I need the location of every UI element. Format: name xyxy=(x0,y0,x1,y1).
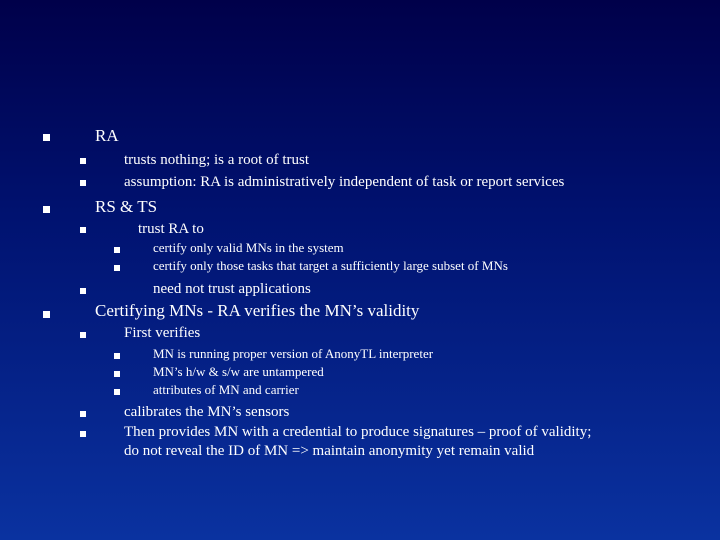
bullet-square-icon xyxy=(80,288,86,294)
bullet-square-icon xyxy=(80,180,86,186)
bullet-square-icon xyxy=(43,311,50,318)
bullet-text: MN’s h/w & s/w are untampered xyxy=(153,364,324,379)
bullet-text: certify only valid MNs in the system xyxy=(153,240,344,255)
bullet-text: attributes of MN and carrier xyxy=(153,382,299,397)
bullet-square-icon xyxy=(80,431,86,437)
bullet-text: trusts nothing; is a root of trust xyxy=(124,152,309,168)
bullet-text-line-1: Then provides MN with a credential to produce signatures – proof of validity; xyxy=(124,424,592,440)
bullet-square-icon xyxy=(114,265,120,271)
bullet-square-icon xyxy=(114,353,120,359)
bullet-heading-rs-ts: RS & TS xyxy=(95,197,158,216)
bullet-text: assumption: RA is administratively independent of task or report services xyxy=(124,174,565,190)
bullet-square-icon xyxy=(114,371,120,377)
bullet-text: MN is running proper version of AnonyTL interpreter xyxy=(153,346,434,361)
bullet-square-icon xyxy=(80,332,86,338)
bullet-text: First verifies xyxy=(124,325,201,341)
bullet-text: calibrates the MN’s sensors xyxy=(124,404,290,420)
bullet-square-icon xyxy=(114,247,120,253)
bullet-square-icon xyxy=(80,227,86,233)
bullet-square-icon xyxy=(114,389,120,395)
bullet-square-icon xyxy=(43,134,50,141)
bullet-text: trust RA to xyxy=(138,221,204,237)
bullet-text: certify only those tasks that target a sufficiently large subset of MNs xyxy=(153,258,508,273)
bullet-text-line-2: do not reveal the ID of MN => maintain anonymity yet remain valid xyxy=(124,443,535,459)
bullet-square-icon xyxy=(80,411,86,417)
bullet-square-icon xyxy=(43,206,50,213)
bullet-square-icon xyxy=(80,158,86,164)
bullet-heading-ra: RA xyxy=(95,126,119,145)
bullet-heading-certifying: Certifying MNs - RA verifies the MN’s validity xyxy=(95,301,420,320)
bullet-text: need not trust applications xyxy=(153,281,311,297)
